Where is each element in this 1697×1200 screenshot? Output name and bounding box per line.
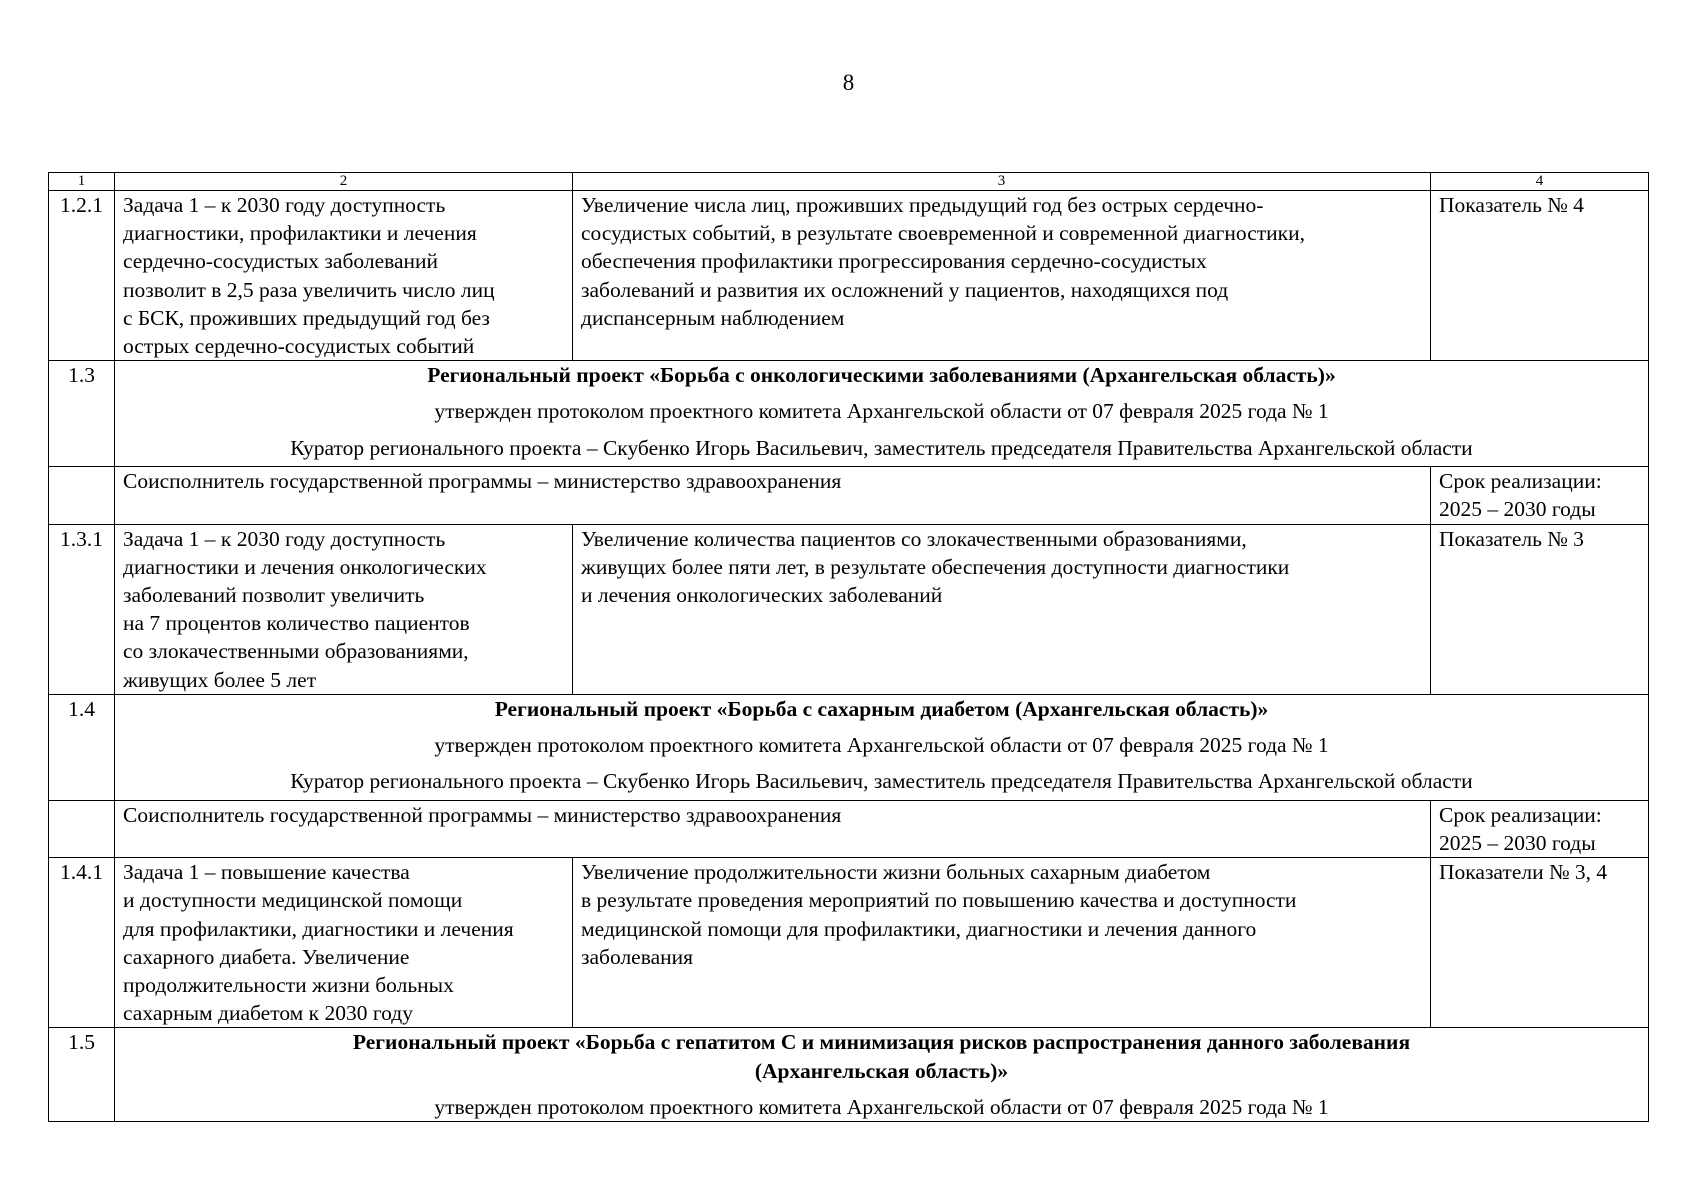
task-line: с БСК, проживших предыдущий год без [123,305,490,330]
project-title: Региональный проект «Борьба с гепатитом С и минимизация рисков распространения данного заболевания [352,1030,1411,1055]
column-number: 3 [573,173,1431,191]
result-line: живущих более пяти лет, в результате обеспечения доступности диагностики [581,554,1290,579]
result-line: заболевания [581,944,694,969]
result-line: медицинской помощи для профилактики, диагностики и лечения данного [581,916,1257,941]
project-cell [115,361,1649,467]
result-cell [573,191,1431,361]
task-line: Задача 1 – к 2030 году доступность [123,193,446,217]
task-line: сахарным диабетом к 2030 году [123,1001,413,1026]
project-title: Региональный проект «Борьба с сахарным диабетом (Архангельская область)» [494,696,1269,721]
program-table [48,172,1649,1122]
row-number: 1.4.1 [49,858,115,1028]
result-line: Увеличение числа лиц, проживших предыдущий год без острых сердечно- [581,193,1264,217]
task-cell [115,524,573,694]
empty-cell [49,800,115,857]
row-number: 1.3.1 [49,524,115,694]
indicator-cell: Показатели № 3, 4 [1431,858,1649,1028]
task-line: диагностики и лечения онкологических [123,554,487,579]
term-cell [1431,800,1649,857]
task-line: позволит в 2,5 раза увеличить число лиц [123,277,495,302]
result-cell [573,858,1431,1028]
result-line: Увеличение продолжительности жизни больных сахарным диабетом [581,860,1211,885]
project-approval: утвержден протоколом проектного комитета Архангельской области от 07 февраля 2025 года № 1 [434,1094,1329,1119]
coexecutor-cell: Соисполнитель государственной программы – министерство здравоохранения [115,467,1431,524]
task-line: Задача 1 – к 2030 году доступность [123,526,446,551]
term-label: Срок реализации: [1439,469,1602,494]
task-line: диагностики, профилактики и лечения [123,221,477,246]
task-row-1-4-1 [49,858,1649,1028]
result-line: Увеличение количества пациентов со злокачественными образованиями, [581,526,1247,551]
task-cell [115,191,573,361]
project-row-1-5 [49,1028,1649,1122]
project-curator: Куратор регионального проекта – Скубенко Игорь Васильевич, заместитель председателя Правительства Архангельской области [290,435,1473,460]
project-approval: утвержден протоколом проектного комитета Архангельской области от 07 февраля 2025 года № 1 [434,733,1329,758]
column-number: 1 [49,173,115,191]
task-line: на 7 процентов количество пациентов [123,611,470,636]
result-line: сосудистых событий, в результате своевременной и современной диагностики, [581,221,1305,246]
task-line: живущих более 5 лет [123,667,317,692]
task-line: Задача 1 – повышение качества [123,860,410,885]
result-line: заболеваний и развития их осложнений у пациентов, находящихся под [581,277,1229,302]
project-cell [115,1028,1649,1122]
indicator-cell: Показатель № 4 [1431,191,1649,361]
project-title: Региональный проект «Борьба с онкологическими заболеваниями (Архангельская область)» [427,363,1336,388]
row-number: 1.3 [49,361,115,467]
column-number: 2 [115,173,573,191]
coexecutor-cell: Соисполнитель государственной программы – министерство здравоохранения [115,800,1431,857]
result-line: диспансерным наблюдением [581,305,845,330]
row-number: 1.2.1 [49,191,115,361]
task-line: сердечно-сосудистых заболеваний [123,249,439,274]
task-cell [115,858,573,1028]
page-number: 8 [842,70,855,95]
task-line: со злокачественными образованиями, [123,639,469,664]
term-value: 2025 – 2030 годы [1439,497,1596,522]
project-title: (Архангельская область)» [754,1058,1009,1083]
result-line: обеспечения профилактики прогрессирования сердечно-сосудистых [581,249,1207,274]
row-number: 1.4 [49,694,115,800]
empty-cell [49,467,115,524]
result-cell [573,524,1431,694]
project-cell [115,694,1649,800]
term-label: Срок реализации: [1439,802,1602,827]
result-line: в результате проведения мероприятий по повышению качества и доступности [581,888,1297,913]
task-row-1-2-1 [49,191,1649,361]
column-number-row [49,173,1649,191]
result-line: и лечения онкологических заболеваний [581,583,943,608]
task-line: продолжительности жизни больных [123,973,454,998]
task-line: и доступности медицинской помощи [123,888,463,913]
column-number: 4 [1431,173,1649,191]
project-row-1-4 [49,694,1649,800]
project-curator: Куратор регионального проекта – Скубенко Игорь Васильевич, заместитель председателя Правительства Архангельской области [290,769,1473,794]
task-row-1-3-1 [49,524,1649,694]
task-line: для профилактики, диагностики и лечения [123,916,514,941]
task-line: сахарного диабета. Увеличение [123,944,410,969]
row-number: 1.5 [49,1028,115,1122]
project-row-1-3 [49,361,1649,467]
project-approval: утвержден протоколом проектного комитета Архангельской области от 07 февраля 2025 года № 1 [434,399,1329,424]
term-value: 2025 – 2030 годы [1439,831,1596,856]
coexecutor-row-1-3 [49,467,1649,524]
coexecutor-row-1-4 [49,800,1649,857]
indicator-cell: Показатель № 3 [1431,524,1649,694]
term-cell [1431,467,1649,524]
task-line: острых сердечно-сосудистых событий [123,334,475,359]
task-line: заболеваний позволит увеличить [123,583,425,608]
